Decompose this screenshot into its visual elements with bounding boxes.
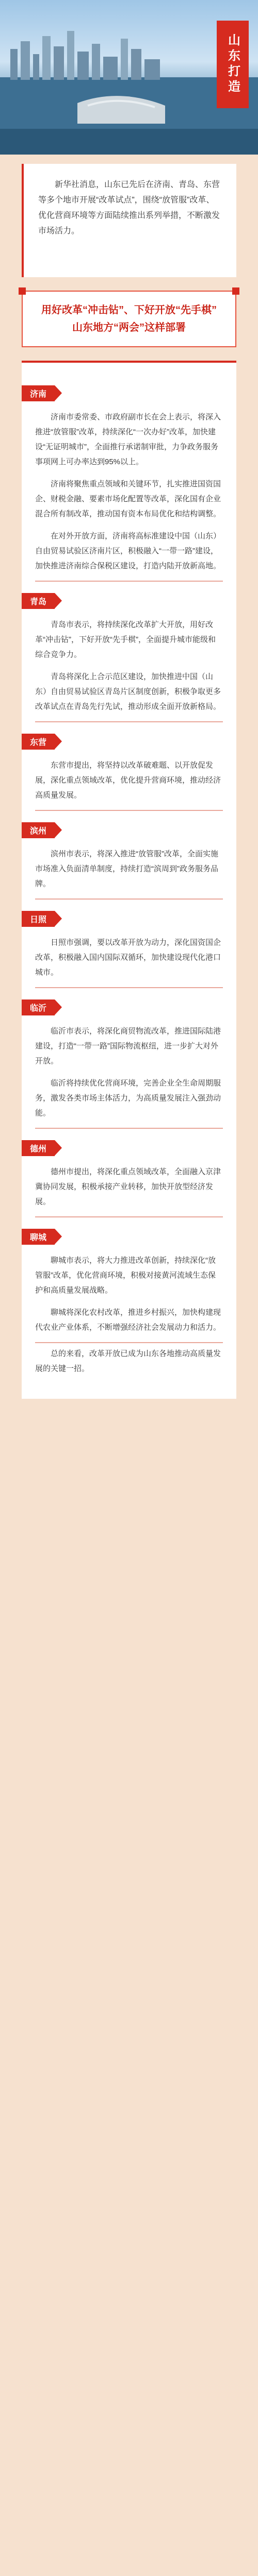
section-divider: [35, 1342, 223, 1343]
intro-paragraph: 新华社消息，山东已先后在济南、青岛、东营等多个地市开展“改革试点”，围绕“放管服”改革、优化营商环境等方面陆续推出系列举措，不断激发市场活力。: [22, 164, 236, 277]
section-paragraph: 临沂将持续优化营商环境，完善企业全生命周期服务，激发各类市场主体活力，为高质量发展注入强劲动能。: [35, 1079, 221, 1117]
section-divider: [35, 721, 223, 722]
section-paragraph: 德州市提出，将深化重点领域改革，全面融入京津冀协同发展，积极承接产业转移，加快开放型经济发展。: [35, 1167, 221, 1206]
section-city-tag: 滨州: [22, 822, 55, 838]
section-city-tag: 德州: [22, 1140, 55, 1156]
section-paragraph: 滨州市表示，将深入推进“放管服”改革，全面实施市场准入负面清单制度，持续打造“滨周到”政务服务品牌。: [35, 850, 218, 888]
section-paragraph: 日照市强调，要以改革开放为动力，深化国资国企改革，积极融入国内国际双循环，加快建设现代化港口城市。: [35, 938, 221, 977]
section-divider: [35, 899, 223, 900]
section-paragraph: 济南市委常委、市政府副市长在会上表示，将深入推进“放管服”改革，持续深化“一次办好”改革，加快建设“无证明城市”，全面推行承诺制审批，力争政务服务事项网上可办率达到95%以上。: [35, 413, 221, 466]
section-paragraph: 青岛将深化上合示范区建设，加快推进中国（山东）自由贸易试验区青岛片区制度创新，积极争取更多改革试点在青岛先行先试，推动形成全面开放新格局。: [35, 672, 221, 711]
article-body: [22, 361, 236, 1399]
section-divider: [35, 581, 223, 582]
section-paragraph: 东营市提出，将坚持以改革破难题、以开放促发展，深化重点领域改革，优化提升营商环境，推动经济高质量发展。: [35, 761, 221, 800]
section-divider: [35, 1128, 223, 1129]
section-city-tag: 聊城: [22, 1229, 55, 1245]
section-city-tag: 青岛: [22, 593, 55, 609]
section-divider: [35, 1216, 223, 1217]
hero-tag: 山东打造: [217, 21, 249, 108]
section-paragraph: 在对外开放方面，济南将高标准建设中国（山东）自由贸易试验区济南片区，积极融入“一带一路”建设，加快推进济南综合保税区建设，打造内陆开放新高地。: [35, 532, 221, 570]
section-paragraph: 聊城市表示，将大力推进改革创新，持续深化“放管服”改革，优化营商环境，积极对接黄河流域生态保护和高质量发展战略。: [35, 1256, 216, 1295]
section-city-tag: 东营: [22, 734, 55, 750]
headline-line-1: 用好改革“冲击钻”、下好开放“先手棋”: [41, 304, 217, 316]
headline-box: [22, 291, 236, 347]
section-city-tag: 日照: [22, 911, 55, 927]
section-divider: [35, 810, 223, 811]
section-city-tag: 济南: [22, 385, 55, 401]
closing-paragraph: 总的来看，改革开放已成为山东各地推动高质量发展的关键一招。: [35, 1349, 221, 1373]
section-paragraph: 青岛市表示，将持续深化改革扩大开放，用好改革“冲击钻”，下好开放“先手棋”，全面提升城市能级和综合竞争力。: [35, 620, 216, 659]
section-paragraph: 济南将聚焦重点领域和关键环节，扎实推进国资国企、财税金融、要素市场化配置等改革，深化国有企业混合所有制改革，推动国有资本布局优化和结构调整。: [35, 480, 221, 518]
hero-banner: [0, 0, 258, 155]
section-divider: [35, 987, 223, 988]
section-city-tag: 临沂: [22, 999, 55, 1015]
section-paragraph: 临沂市表示，将深化商贸物流改革，推进国际陆港建设，打造“一带一路”国际物流枢纽，进一步扩大对外开放。: [35, 1027, 221, 1065]
section-paragraph: 聊城将深化农村改革，推进乡村振兴，加快构建现代农业产业体系，不断增强经济社会发展动力和活力。: [35, 1308, 221, 1332]
headline-line-2: 山东地方“两会”这样部署: [72, 322, 186, 333]
